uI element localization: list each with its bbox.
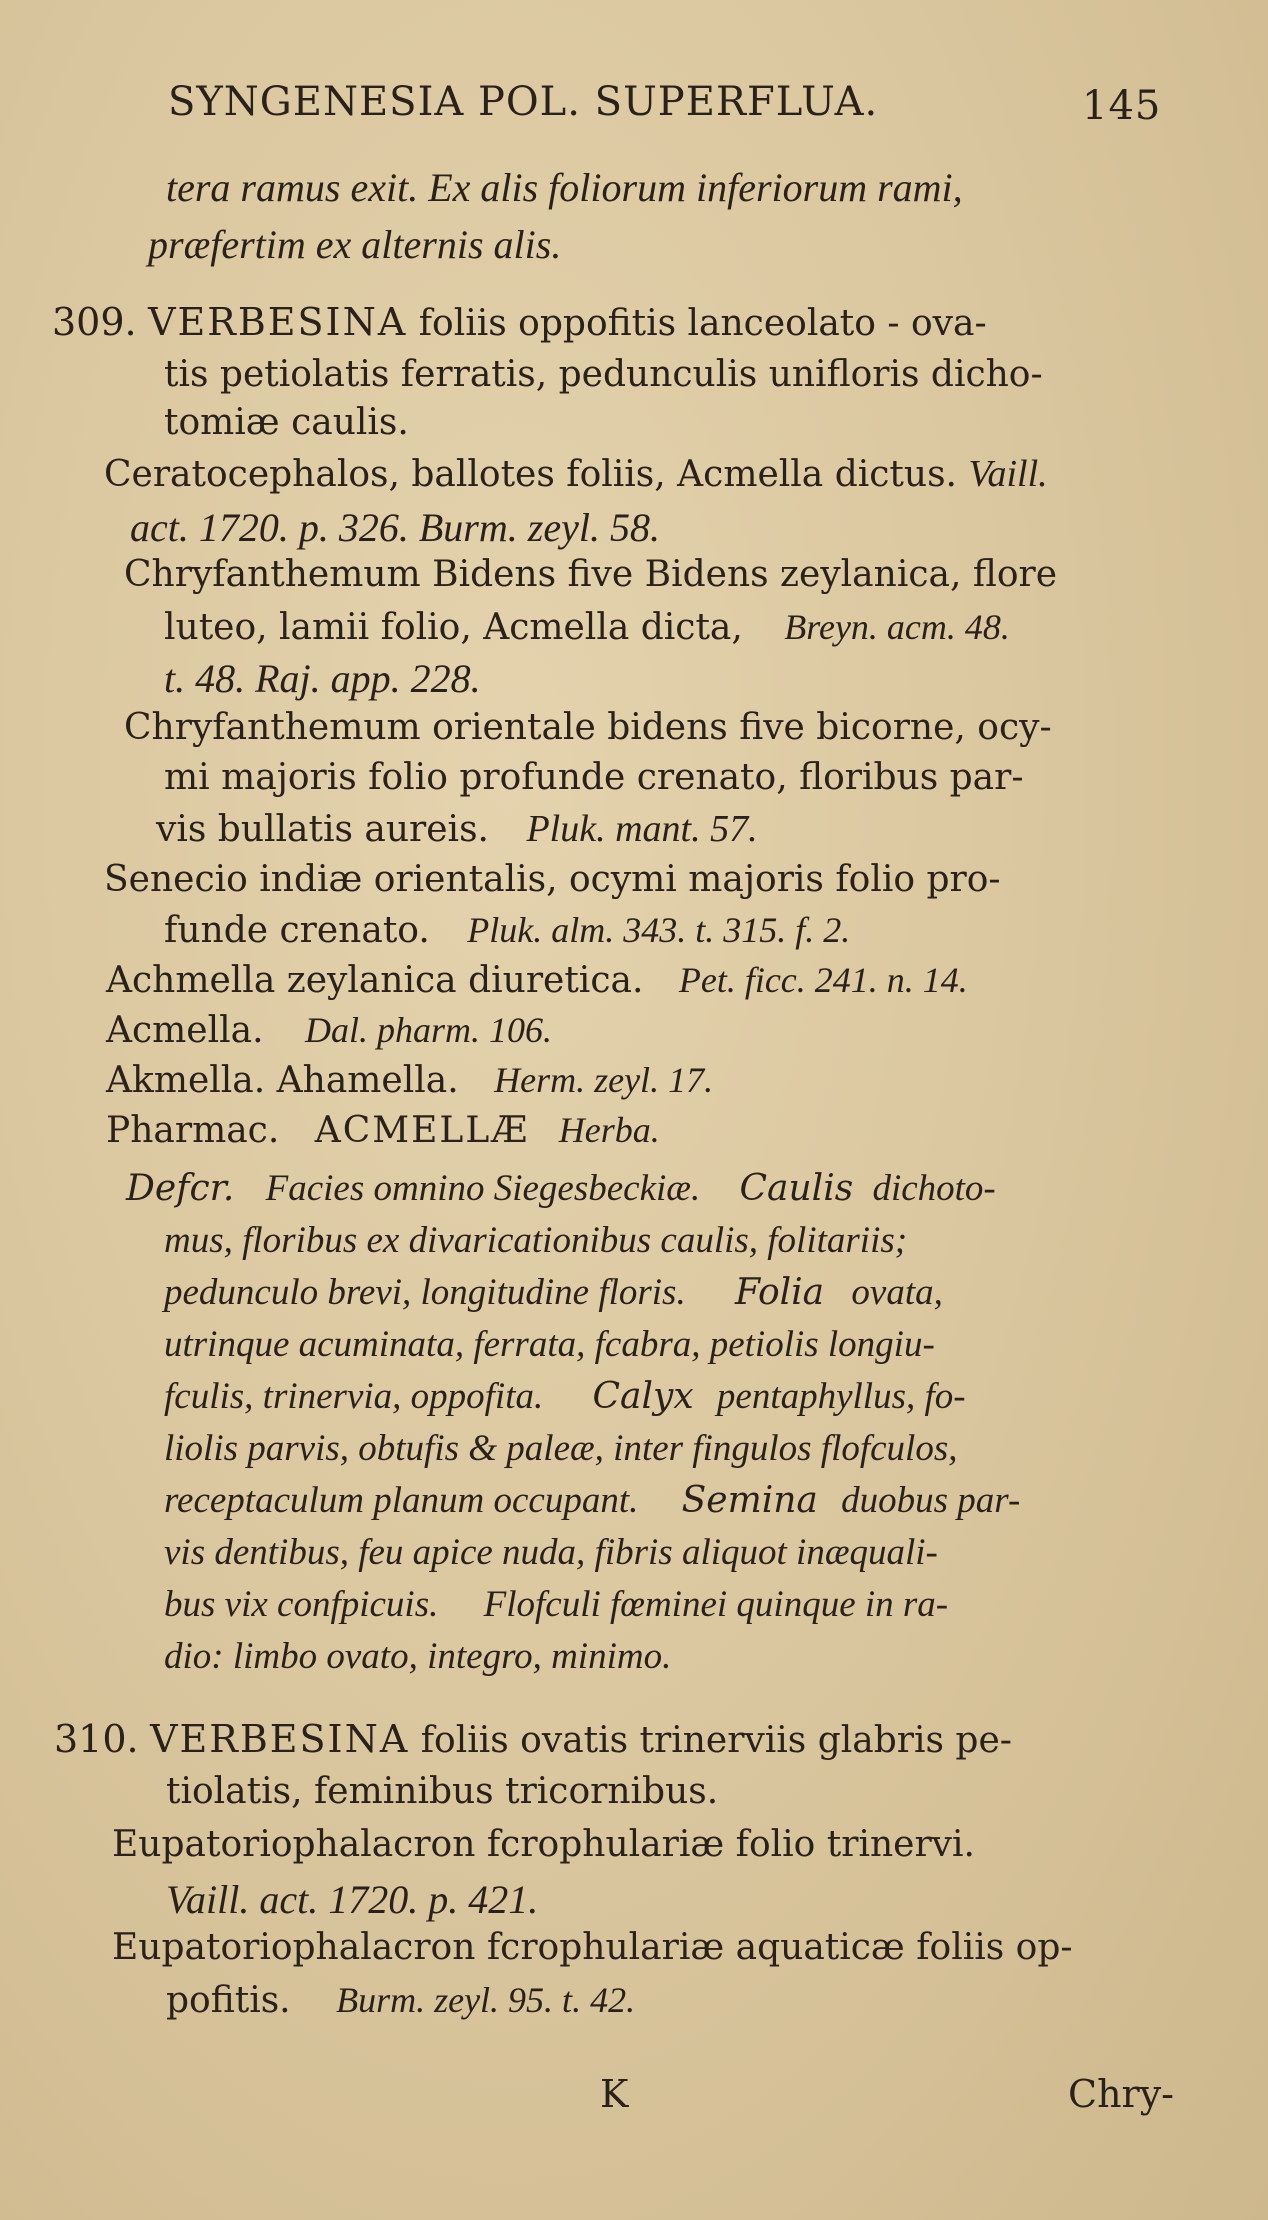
description-line-9: bus vix confpicuis. Flofculi fœminei quinque in ra- [164, 1584, 949, 1625]
intro-line-1: tera ramus exit. Ex alis foliorum inferiorum rami, [166, 165, 963, 210]
header-title: SYNGENESIA POL. SUPERFLUA. [168, 79, 879, 125]
diagnosis: foliis oppofitis lanceolato - ova- [418, 303, 987, 344]
synonym-4-line-2: funde crenato. Pluk. alm. 343. t. 315. f. 2. [164, 910, 851, 951]
synonym-3: Chryfanthemum orientale bidens five bicorne, ocy- [124, 707, 1052, 748]
entry-309-heading [52, 300, 987, 344]
synonym-3-line-2: mi majoris folio profunde crenato, floribus par- [164, 757, 1024, 798]
entry-number: 309. [52, 300, 137, 344]
synonym-4: Senecio indiæ orientalis, ocymi majoris folio pro- [104, 859, 1001, 900]
description-line-1: Defcr. Facies omnino Siegesbeckiæ. Caulis dichoto- [126, 1168, 996, 1209]
description-line-8: vis dentibus, feu apice nuda, fibris aliquot inæquali- [164, 1532, 938, 1573]
entry-310-heading [54, 1717, 1012, 1761]
synonym-1: Ceratocephalos, ballotes foliis, Acmella dictus. Vaill. [104, 453, 1048, 495]
entry-number: 310. [54, 1717, 139, 1761]
description-line-5: fculis, trinervia, oppofita. Calyx pentaphyllus, fo- [164, 1376, 966, 1417]
intro-line-2: præfertim ex alternis alis. [148, 222, 562, 267]
synonym-7: Akmella. Ahamella. Herm. zeyl. 17. [106, 1060, 714, 1101]
diagnosis-310-line-2: tiolatis, feminibus tricornibus. [166, 1771, 719, 1812]
synonym-6: Acmella. Dal. pharm. 106. [106, 1010, 553, 1051]
diagnosis: foliis ovatis trinerviis glabris pe- [420, 1720, 1012, 1761]
synonym-310-1: Eupatoriophalacron fcrophulariæ folio trinervi. [112, 1824, 975, 1865]
page-number: 145 [1082, 83, 1162, 129]
genus-name: VERBESINA [150, 1717, 410, 1761]
description-line-3: pedunculo brevi, longitudine floris. Folia ovata, [164, 1272, 943, 1313]
genus-name: VERBESINA [148, 300, 408, 344]
synonym-2-line-2: luteo, lamii folio, Acmella dicta, Breyn. acm. 48. [164, 607, 1010, 648]
synonym-310-2: Eupatoriophalacron fcrophulariæ aquaticæ foliis op- [112, 1927, 1073, 1968]
description-line-2: mus, floribus ex divaricationibus caulis, folitariis; [164, 1220, 908, 1261]
description-line-4: utrinque acuminata, ferrata, fcabra, petiolis longiu- [164, 1324, 935, 1365]
synonym-3-line-3: vis bullatis aureis. Pluk. mant. 57. [156, 808, 758, 850]
signature-mark: K [600, 2072, 629, 2116]
synonym-1-ref: act. 1720. p. 326. Burm. zeyl. 58. [130, 505, 660, 550]
diagnosis-line-3: tomiæ caulis. [164, 402, 409, 443]
synonym-2-ref: t. 48. Raj. app. 228. [164, 656, 481, 701]
synonym-5: Achmella zeylanica diuretica. Pet. ficc. 241. n. 14. [106, 960, 968, 1001]
running-header [168, 79, 879, 125]
synonym-310-2-line-2: pofitis. Burm. zeyl. 95. t. 42. [166, 1980, 636, 2021]
description-line-7: receptaculum planum occupant. Semina duobus par- [164, 1480, 1021, 1521]
synonym-2: Chryfanthemum Bidens five Bidens zeylanica, flore [124, 554, 1058, 595]
catchword: Chry- [1068, 2072, 1175, 2116]
synonym-310-1-ref: Vaill. act. 1720. p. 421. [166, 1877, 539, 1922]
synonym-8: Pharmac. ACMELLÆ Herba. [106, 1110, 660, 1151]
description-line-10: dio: limbo ovato, integro, minimo. [164, 1636, 672, 1677]
diagnosis-line-2: tis petiolatis ferratis, pedunculis unifloris dicho- [164, 354, 1043, 395]
description-line-6: liolis parvis, obtufis & paleæ, inter fingulos flofculos, [164, 1428, 958, 1469]
